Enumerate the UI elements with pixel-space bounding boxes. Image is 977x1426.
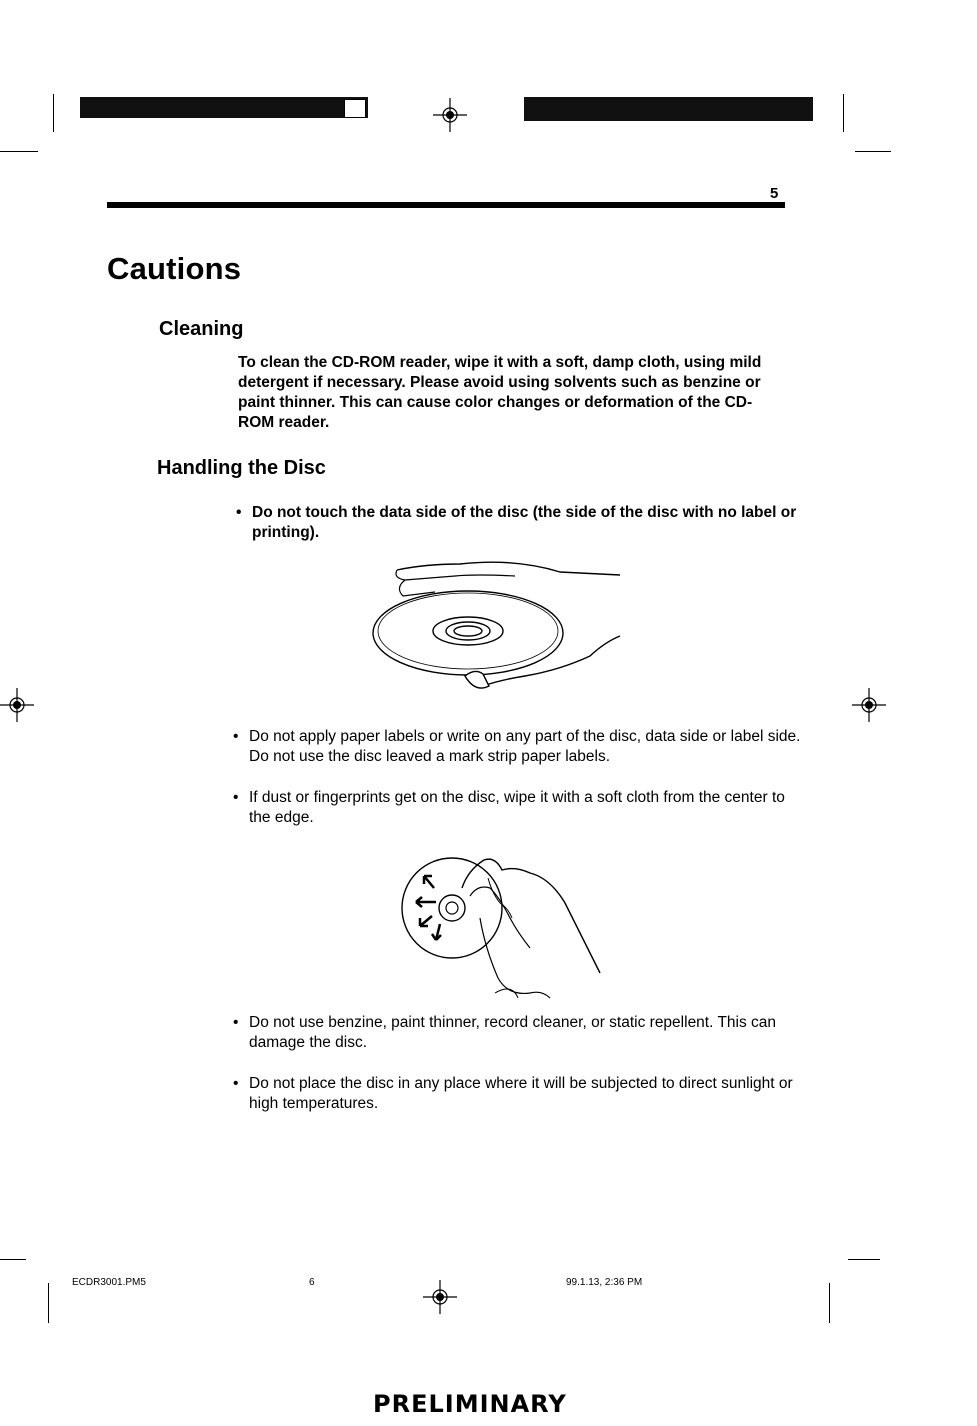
- section-heading-cleaning: Cleaning: [159, 318, 244, 340]
- footer-sheet-number: 6: [309, 1277, 315, 1288]
- crop-mark: [829, 1283, 830, 1323]
- list-item: • Do not place the disc in any place where it will be subjected to direct sunlight or high temperatures.: [233, 1074, 804, 1114]
- crop-mark: [843, 94, 844, 132]
- header-rule: [107, 202, 785, 208]
- section-heading-handling: Handling the Disc: [157, 457, 326, 479]
- page-title: Cautions: [107, 251, 242, 286]
- cleaning-paragraph: To clean the CD-ROM reader, wipe it with a soft, damp cloth, using mild detergent if necessary. Please avoid using solvents such as benzine or paint thinner. This can cause color changes or deformation of the CD-ROM reader.: [238, 354, 762, 431]
- footer-filename: ECDR3001.PM5: [72, 1277, 146, 1288]
- list-item: • Do not apply paper labels or write on any part of the disc, data side or label side. Do not use the disc leaved a mark strip paper labels.: [233, 727, 804, 767]
- hand-holding-disc-illustration: [365, 558, 630, 693]
- registration-target-icon: [0, 688, 34, 722]
- page-number: 5: [770, 185, 779, 202]
- crop-mark: [848, 1259, 880, 1260]
- registration-target-icon: [433, 98, 467, 132]
- registration-target-icon: [423, 1280, 457, 1314]
- wiping-disc-illustration: [400, 848, 605, 1000]
- crop-mark: [53, 94, 54, 132]
- crop-mark: [48, 1283, 49, 1323]
- list-item: • Do not use benzine, paint thinner, record cleaner, or static repellent. This can damage the disc.: [233, 1013, 804, 1053]
- registration-bar-right: [524, 97, 813, 121]
- crop-mark: [855, 151, 891, 152]
- list-item: • If dust or fingerprints get on the disc, wipe it with a soft cloth from the center to the edge.: [233, 788, 804, 828]
- registration-bar-left-box: [344, 99, 366, 118]
- registration-bar-left: [80, 97, 368, 118]
- crop-mark: [0, 151, 38, 152]
- crop-mark: [0, 1259, 26, 1260]
- preliminary-stamp: PRELIMINARY: [373, 1390, 567, 1418]
- registration-target-icon: [852, 688, 886, 722]
- footer-datetime: 99.1.13, 2:36 PM: [566, 1277, 643, 1288]
- list-item: • Do not touch the data side of the disc (the side of the disc with no label or printing).: [236, 503, 802, 543]
